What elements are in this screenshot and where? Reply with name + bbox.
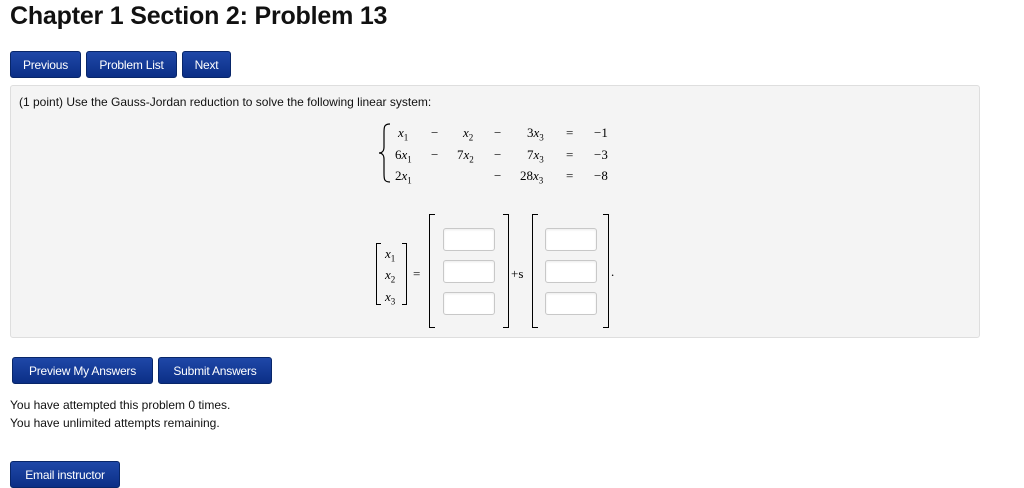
solution-equation [11, 86, 979, 337]
var-vector-left-bracket [376, 243, 381, 305]
problem-body [10, 85, 980, 338]
particular-x2-input[interactable] [443, 260, 495, 283]
remaining-attempts-text: You have unlimited attempts remaining. [10, 416, 220, 430]
var-vector-right-bracket [402, 243, 407, 305]
system-r2-op2: − [494, 147, 502, 162]
system-r3-c3: $28x_3$ [520, 168, 544, 186]
system-r1-rhs: −1 [594, 125, 608, 140]
direction-vector-right-bracket [603, 214, 609, 328]
direction-vector-left-bracket [532, 214, 538, 328]
system-r1-eq: = [566, 125, 574, 140]
system-r1-c1: $x_1$ [398, 125, 409, 143]
particular-vector-right-bracket [503, 214, 509, 328]
system-r2-c2: $7x_2$ [457, 147, 474, 165]
system-r1-op2: − [494, 125, 502, 140]
problem-list-button[interactable]: Problem List [86, 51, 177, 78]
email-instructor-button[interactable]: Email instructor [10, 461, 120, 488]
system-r2-eq: = [566, 147, 574, 162]
page-title: Chapter 1 Section 2: Problem 13 [10, 2, 388, 30]
previous-button[interactable]: Previous [10, 51, 81, 78]
system-r2-op1: − [431, 147, 439, 162]
attempts-text: You have attempted this problem 0 times. [10, 398, 231, 412]
particular-x1-input[interactable] [443, 228, 495, 251]
var-x3: $x_3$ [385, 289, 396, 307]
period-mark: . [611, 264, 615, 279]
submit-answers-button[interactable]: Submit Answers [158, 357, 272, 384]
system-r3-rhs: −8 [594, 168, 608, 183]
problem-prompt: (1 point) Use the Gauss-Jordan reduction to solve the following linear system: [19, 95, 432, 109]
system-r2-c3: $7x_3$ [527, 147, 544, 165]
preview-answers-button[interactable]: Preview My Answers [12, 357, 153, 384]
var-x1: $x_1$ [385, 246, 396, 264]
particular-x3-input[interactable] [443, 292, 495, 315]
direction-x3-input[interactable] [545, 292, 597, 315]
system-r1-op1: − [431, 125, 439, 140]
system-r3-c1: $2x_1$ [395, 168, 412, 186]
system-r3-eq: = [566, 168, 574, 183]
equals-sign: = [413, 266, 421, 281]
direction-x2-input[interactable] [545, 260, 597, 283]
particular-vector-left-bracket [429, 214, 435, 328]
system-r3-op2: − [494, 168, 502, 183]
next-button[interactable]: Next [182, 51, 231, 78]
direction-x1-input[interactable] [545, 228, 597, 251]
plus-s-label: +s [511, 266, 524, 281]
system-r2-rhs: −3 [594, 147, 608, 162]
system-r1-c2: $x_2$ [463, 125, 474, 143]
system-r1-c3: $3x_3$ [527, 125, 544, 143]
var-x2: $x_2$ [385, 267, 396, 285]
system-r2-c1: $6x_1$ [395, 147, 412, 165]
